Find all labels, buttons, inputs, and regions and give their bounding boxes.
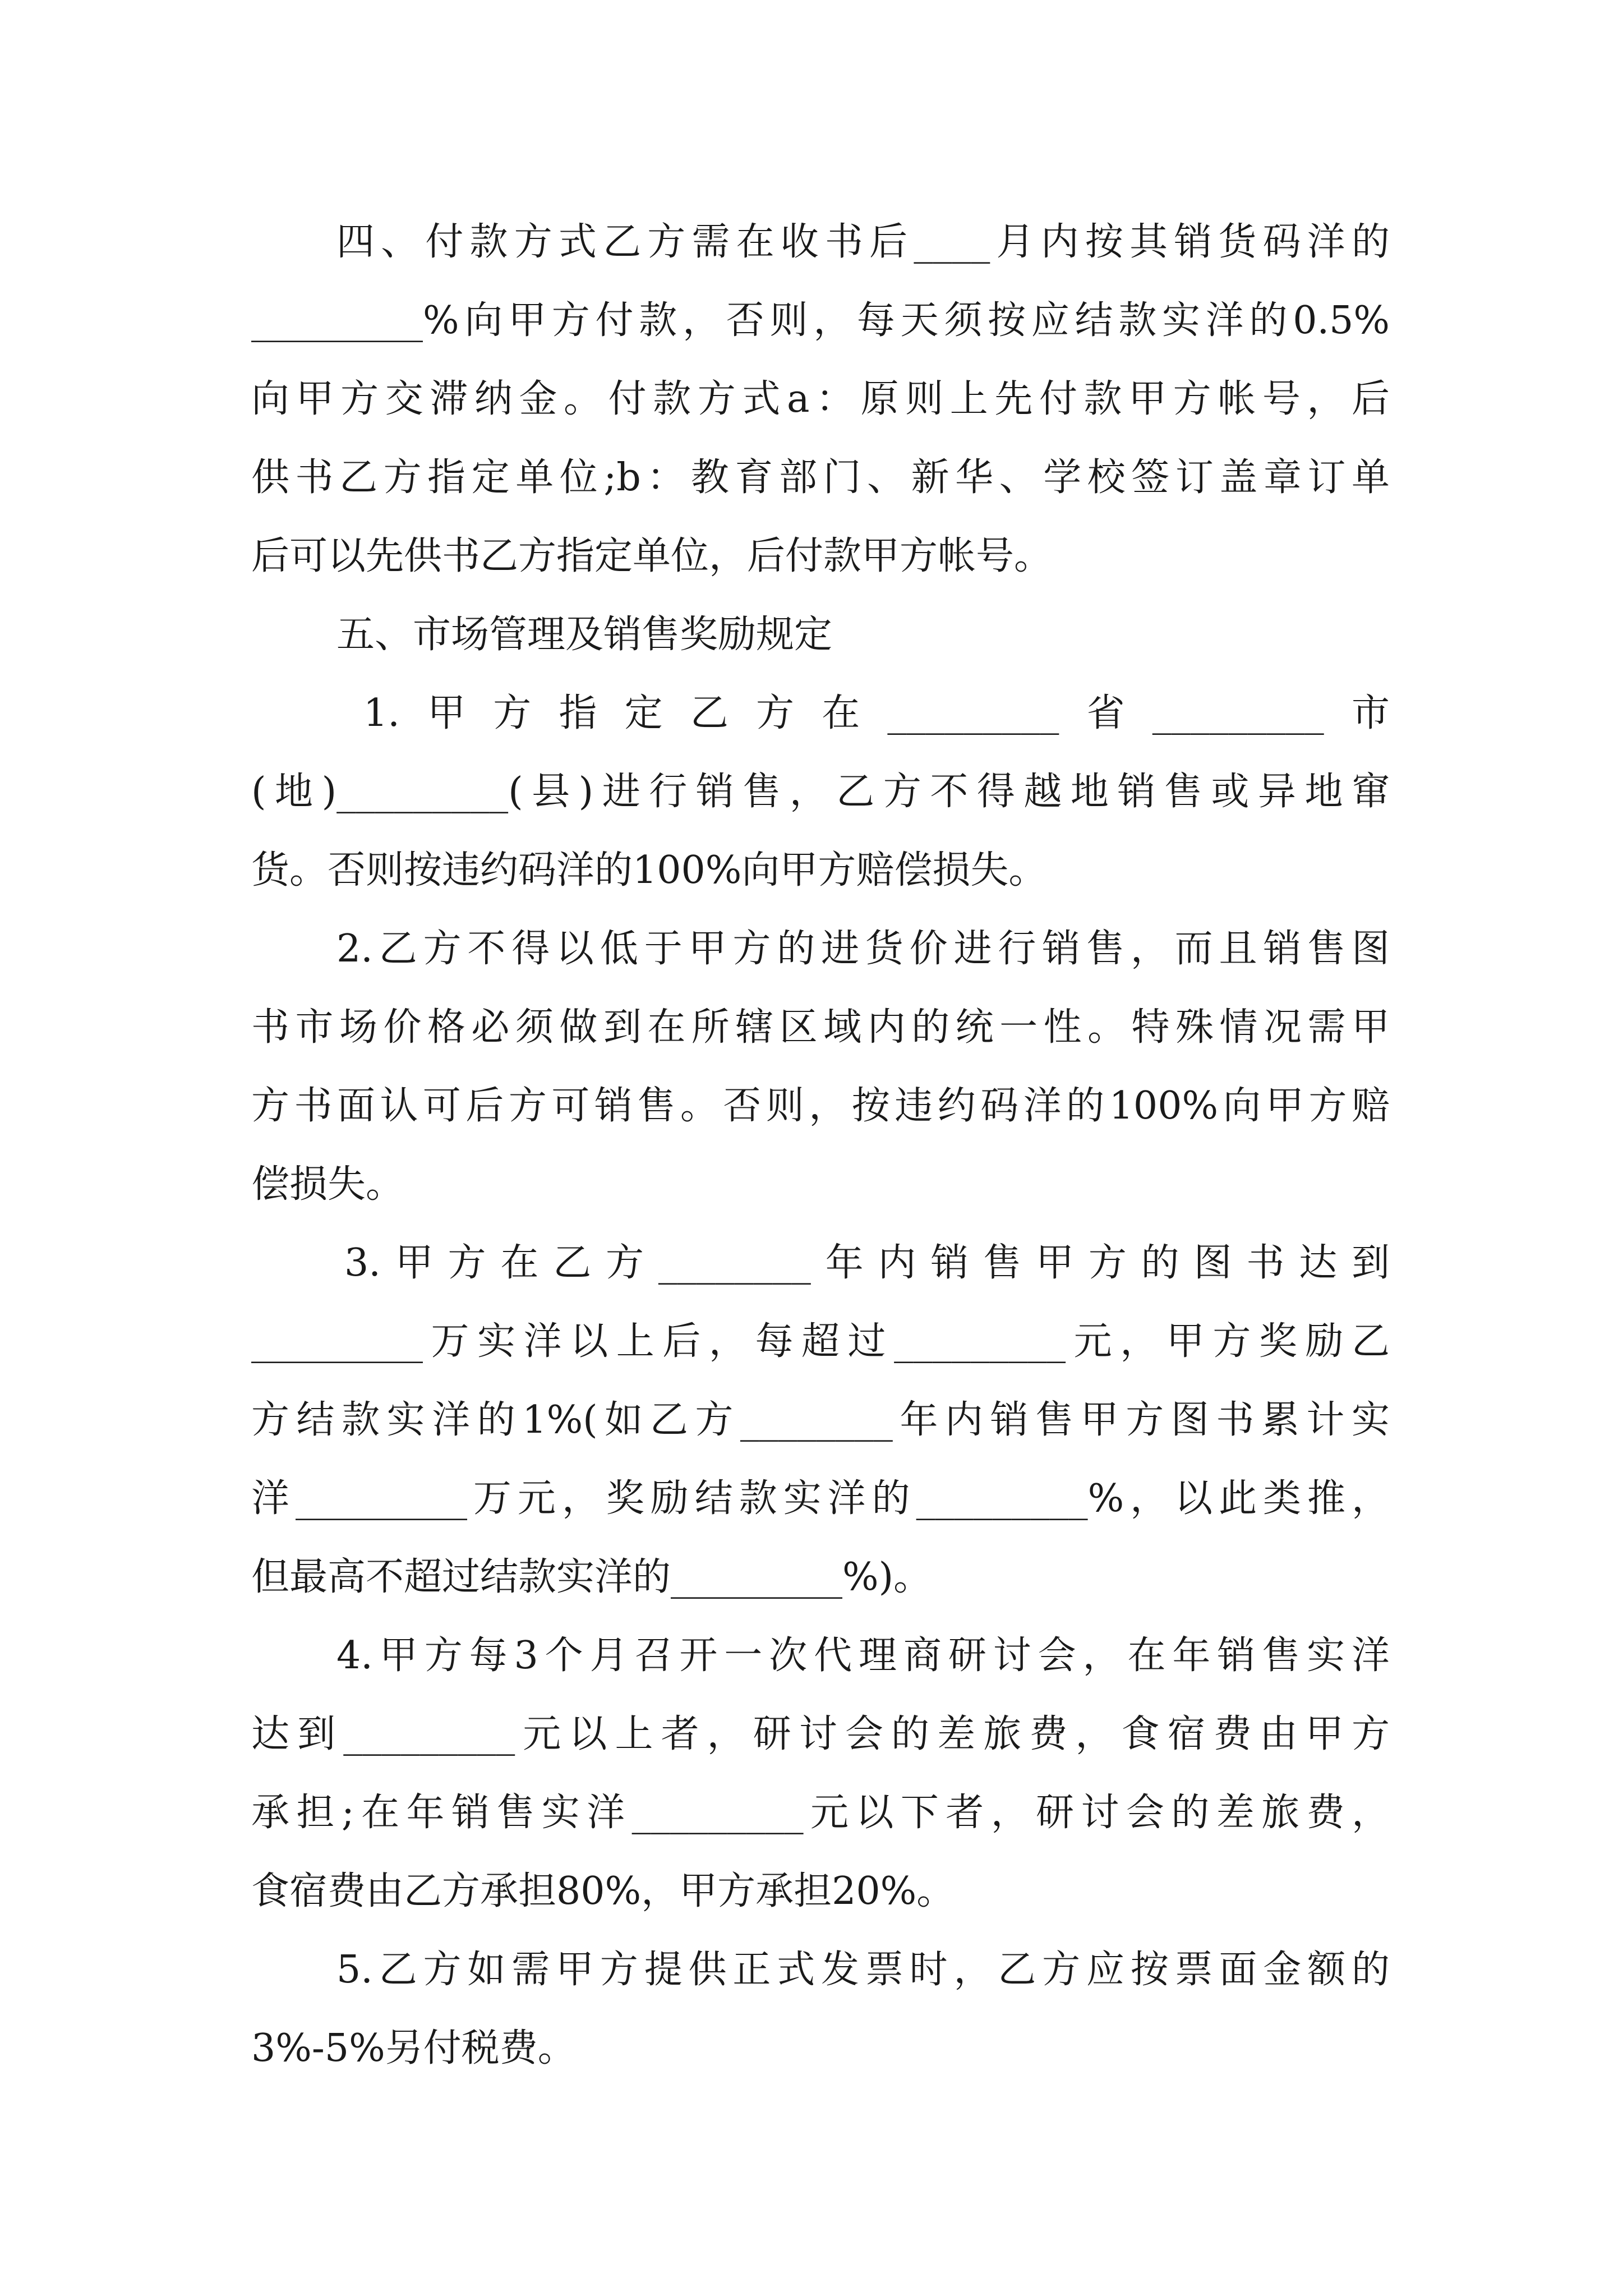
text-line: 书市场价格必须做到在所辖区域内的统一性。特殊情况需甲 xyxy=(251,1005,1390,1050)
text-line: 食宿费由乙方承担80%，甲方承担20%。 xyxy=(251,1869,955,1913)
text-line: 达到_________元以上者，研讨会的差旅费，食宿费由甲方 xyxy=(251,1712,1390,1756)
text-line: 后可以先供书乙方指定单位，后付款甲方帐号。 xyxy=(251,534,1053,578)
text-line: 偿损失。 xyxy=(251,1162,404,1207)
text-line: (地)_________(县)进行销售，乙方不得越地销售或异地窜 xyxy=(251,770,1390,814)
clause-5-line: 5.乙方如需甲方提供正式发票时，乙方应按票面金额的 xyxy=(336,1948,1390,1992)
text-line: 但最高不超过结款实洋的_________%)。 xyxy=(251,1555,932,1599)
text-line: _________%向甲方付款，否则，每天须按应结款实洋的0.5% xyxy=(251,298,1390,343)
text-line: 承担;在年销售实洋_________元以下者，研讨会的差旅费， xyxy=(251,1791,1390,1835)
section-4-heading: 四、付款方式乙方需在收书后____月内按其销货码洋的 xyxy=(336,220,1390,264)
clause-2-line: 2.乙方不得以低于甲方的进货价进行销售，而且销售图 xyxy=(336,927,1390,971)
clause-1-line: 1.甲方指定乙方在_________省_________市 xyxy=(363,691,1390,735)
text-line: 供书乙方指定单位;b：教育部门、新华、学校签订盖章订单 xyxy=(251,455,1390,500)
text-line: 3%-5%另付税费。 xyxy=(251,2026,576,2070)
text-line: 方结款实洋的1%(如乙方________年内销售甲方图书累计实 xyxy=(251,1398,1390,1442)
clause-4-line: 4.甲方每3个月召开一次代理商研讨会，在年销售实洋 xyxy=(336,1634,1390,1678)
section-5-heading: 五、市场管理及销售奖励规定 xyxy=(336,613,833,657)
text-line: _________万实洋以上后，每超过_________元，甲方奖励乙 xyxy=(251,1319,1390,1364)
text-line: 洋_________万元，奖励结款实洋的_________%，以此类推， xyxy=(251,1476,1390,1521)
text-line: 方书面认可后方可销售。否则，按违约码洋的100%向甲方赔 xyxy=(251,1084,1390,1128)
text-line: 货。否则按违约码洋的100%向甲方赔偿损失。 xyxy=(251,848,1047,892)
text-line: 向甲方交滞纳金。付款方式a：原则上先付款甲方帐号，后 xyxy=(251,377,1390,421)
clause-3-line: 3.甲方在乙方________年内销售甲方的图书达到 xyxy=(344,1241,1390,1285)
